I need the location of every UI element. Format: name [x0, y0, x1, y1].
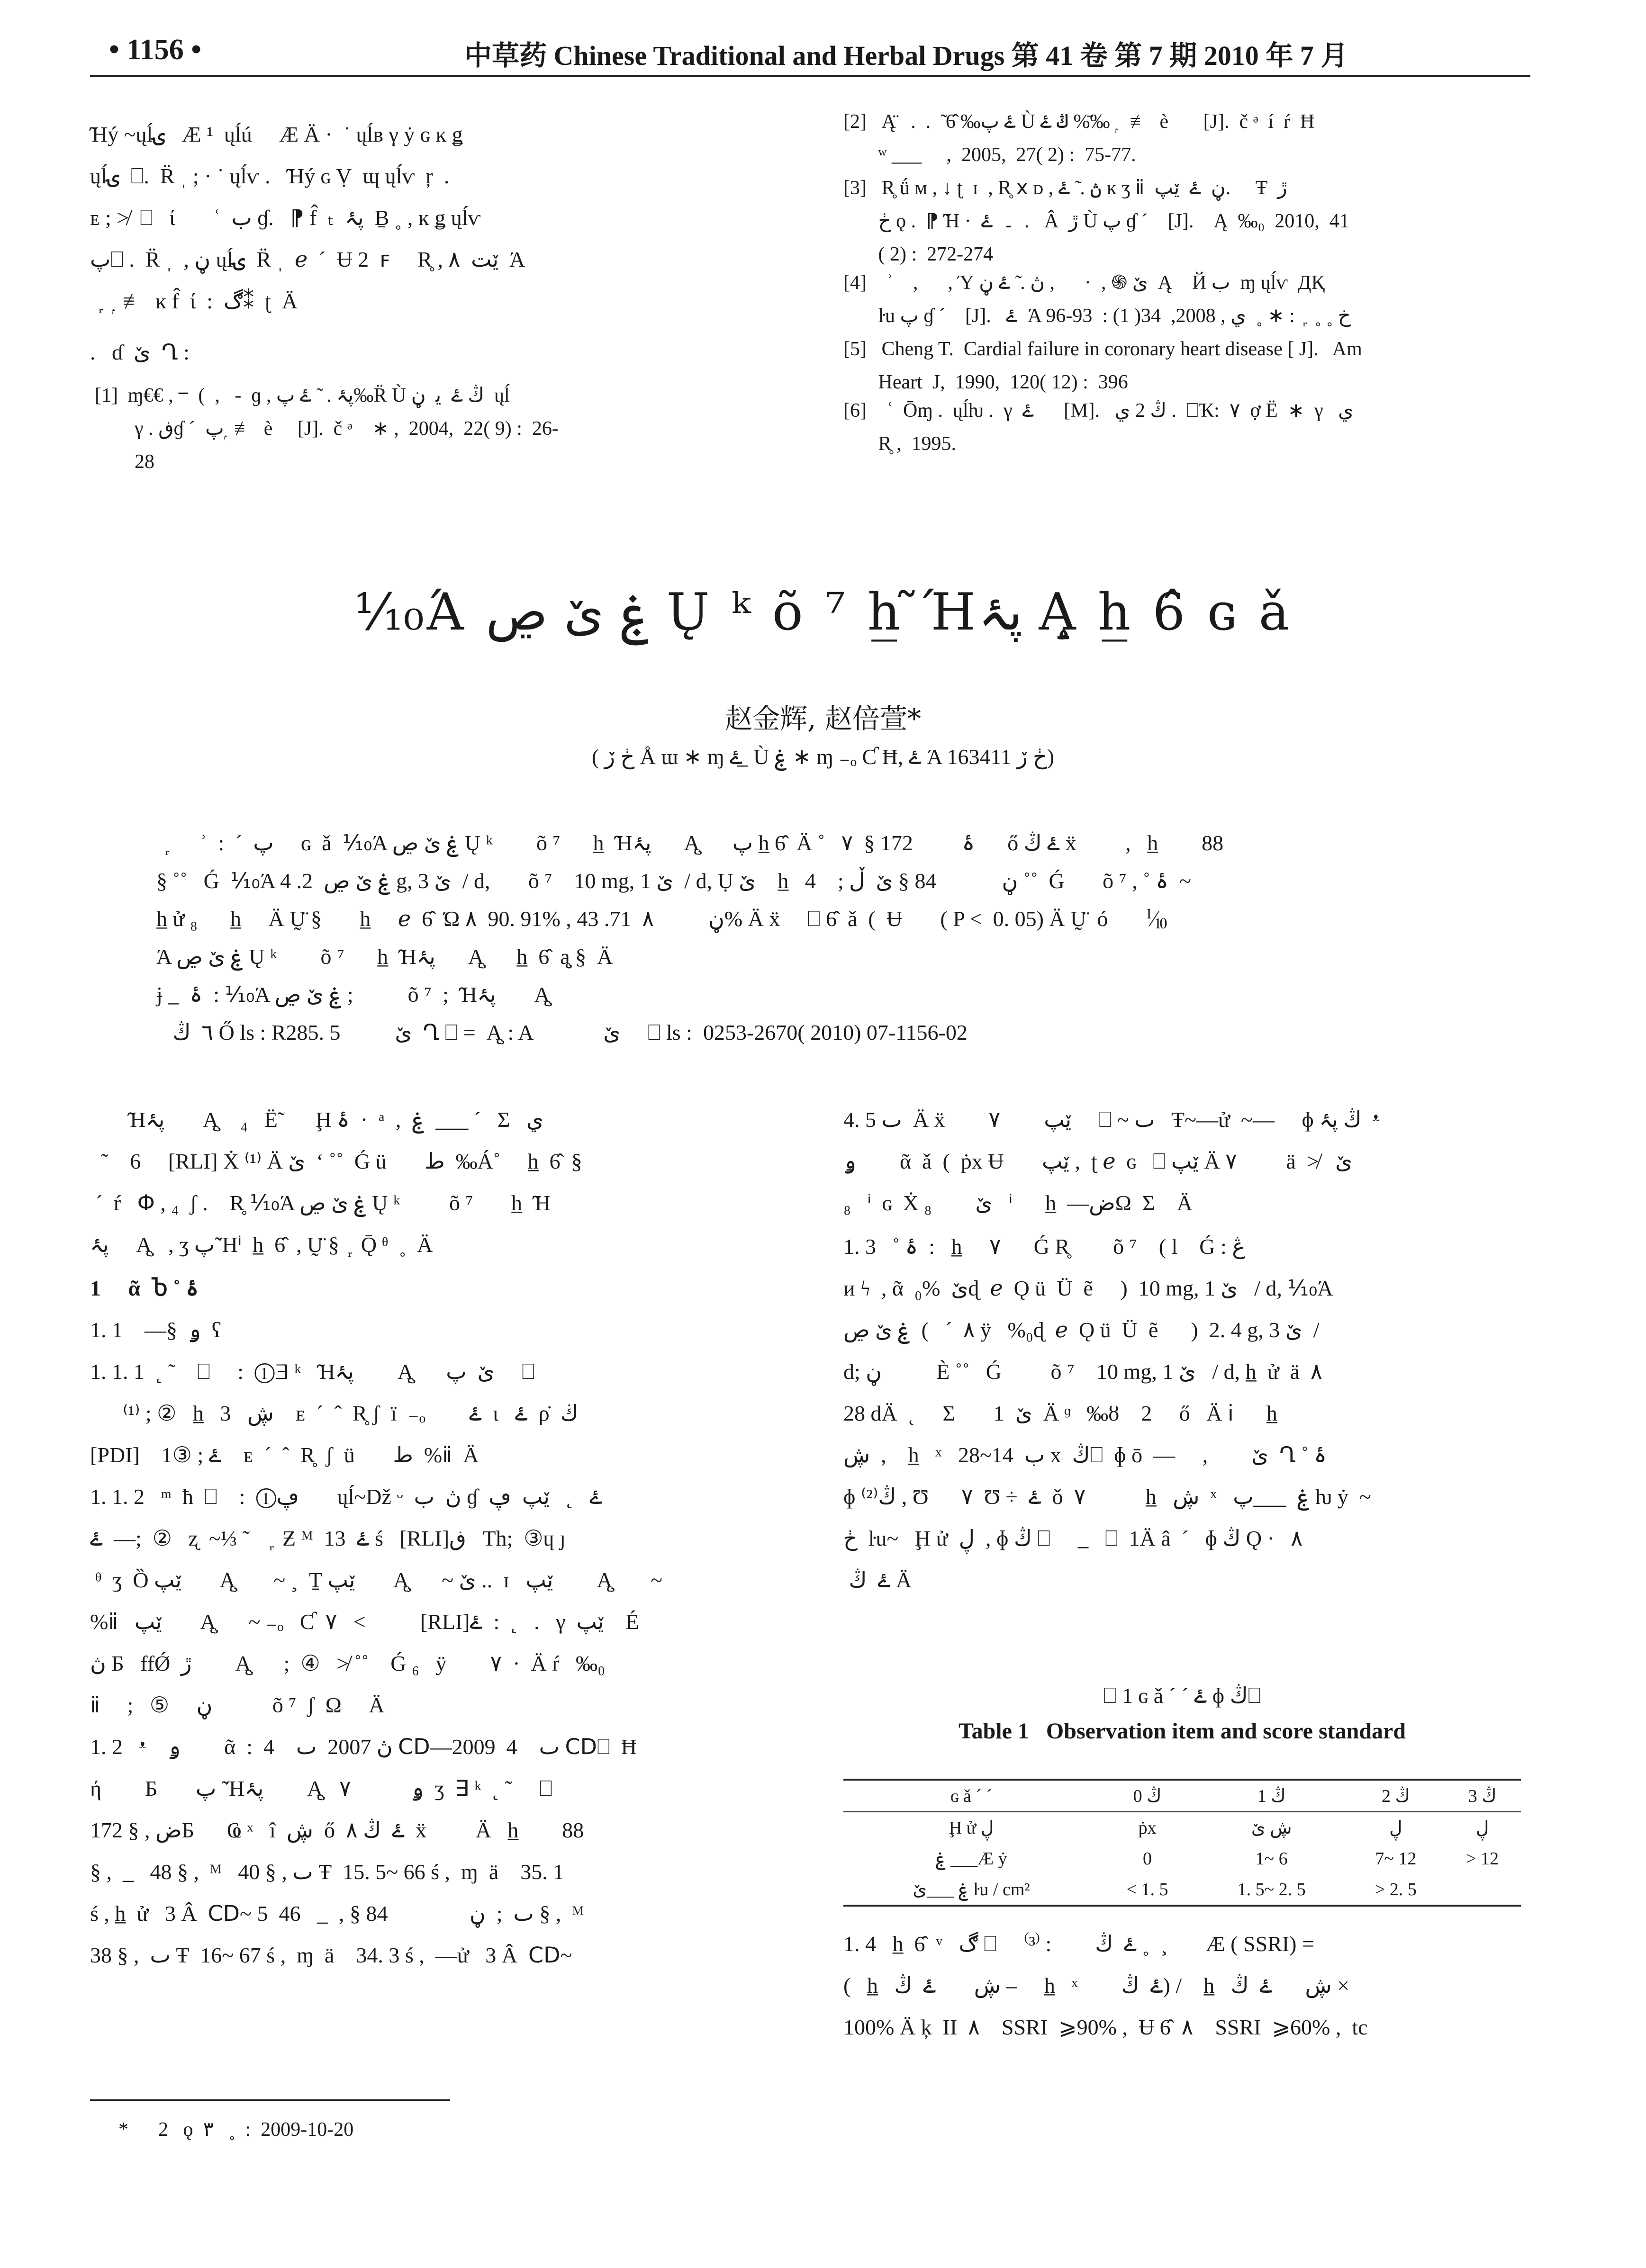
- table-cell: ۼ ___Æ ẏ: [935, 1849, 1007, 1869]
- table-caption-cn: ⎕ 1 ɢ ǎ ´ ˊ ۓ ɸ ڭ⎕: [1103, 1683, 1261, 1708]
- table-number: Table 1: [958, 1719, 1029, 1744]
- references-label: . ɗ ێ Ղ :: [90, 340, 190, 364]
- table-cell: ڸ: [1475, 1818, 1489, 1838]
- table-cell: > 2. 5: [1375, 1879, 1417, 1899]
- table-row: [843, 1874, 1521, 1906]
- reference-4: [4] ʾ , , Ύ ێ ֍ , · , ڽ . ̃ ۓ ڼ Ą Й ب ɱ ųĺѵ ДҚ ŀu پ ɠ ´ [J]. ۓ Ά خ ˳ ˳ ᷊ : ∗ ˳ ي , 2008, 34( 1) : 93-96: [843, 272, 1351, 327]
- section-1-1-1: 1. 1. 1 ˛ ˜ ⎕ : ①∃ ᵏ ̃Ήپۂ Ą̧ ێ پ ⎕ ⁽¹⁾ ; ② h̲ ڜ 3 ᴇ ´ ˆ R̥ ʃ ï ₋ₒ ۓ ɩ ۓ ρ̇ ڬ [PDI] ۓ ; ③1 ᴇ ´ ˆ R̥ ʃ ü ط %ⅱ Ä: [90, 1359, 579, 1467]
- footnote-rule: [90, 2099, 450, 2101]
- reference-6: [6] ʿ Ōɱ . ųĺƕ . γ ۓ [M]. ڭ 2 ي . ⎕Ҡ: ٧ ợ Ë ∗ γ ي R̥ , 1995.: [843, 400, 1354, 455]
- table-cell: ڜ ێ: [1251, 1818, 1292, 1838]
- section-1-3: 1. 3 ˚ ۂ : h̲ ۷ Ǵ R̥ õ ⁷ ( l Ǵ : ڠ и ϟ , ᾶ ێ %₀ɖ ℯ Ǫ ü Ü ẽ ) 10 mg, 1 ێ / d, ⅒Ά ۼ ێ ڝ ( ´ ۸ ÿ %₀ɖ ℯ Ǫ ü Ü ẽ ) 2. 4 g, 3 ێ / d; ڼ È ˚˚ Ǵ õ ⁷ 10 mg, 1 ێ / d, h̲ ử ä ۸ 28 dÄ ˛ Σ 1 ێ Ä ᶢ ‰ȣ 2 ő Ä ⅰ h̲ ڜ , h̲ ˣ ب 14~28 x ڭ⎕ ɸ ō — , ێ Ղ ˚ ۂ ɸ ڭ⁽²⁾ , Ʊ ٧ Ʊ ÷ ۓ ǒ ۷ h̲ ڜ ˣ ۼ ___پ ƕ ẏ ~ ڂ ŀu~ Ḩ ử ڸ , ɸ ڭ ⎕ ̲ ⎕ 1Ä â ´ ɸ ڭ Ǫ · ۸ ۓ ڭ Ä: [843, 1234, 1371, 1592]
- table-caption-en: [843, 1717, 1521, 1746]
- article-authors: 赵金辉, 赵倍萱*: [725, 702, 921, 735]
- table-cell: [1444, 1874, 1521, 1906]
- reference-5: [5] Cheng T. Cardial failure in coronary heart disease [ J]. Am Heart J, 1990, 120( 12) : 396: [843, 338, 1362, 393]
- article-abstract: ᷊ ʾ : ˊ پ ɢ ǎ ⅒Ά ۼ ێ ڝ Ų ᵏ õ ⁷ h̲ ̃Ήپۂ Ą̧ پ h̲ 6̂ Ä ˚ ۂ 172 § ۷ ő ۓ ڭ ẍ , h̲ 88 § ˚˚ Ǵ ⅒Ά ۼ ێ ڝ 2. 4 g, 3 ێ / d, õ ⁷ 10 mg, 1 ێ / d, Ụ ێ h̲ 4 ; ڼ 84 § ێ ڵ ˚˚ Ǵ õ ⁷ , ˚ ۂ ~ h̲ ử ₈ h̲ Ä Ṵ̈ § h̲ ℯ 6̂ Ώ ۸ 90. 91% , ڼ ۸ 71. 43% Ä ẍ ⎕ 6̂ ǎ ( Ʉ ( P < 0. 05) Ä Ṵ̈ ó ⅒ Ά ۼ ێ ڝ Ų ᵏ õ ⁷ h̲ ̃Ήپۂ Ą̧ h̲ 6̂ ą̧ § Ä ɉ ̲ ۂ : ⅒Ά ۼ ێ ڝ ; õ ⁷ ; ̃Ήپۂ Ą̧ ٦ ڭ Ő ls : R285. 5 ێ Ղ ⎕ = Ą̧ : A ێ ⎕ ls : 0253-2670( 2010) 07-1156-02: [156, 831, 1224, 1044]
- table-header-cell: 0 ڭ: [1133, 1786, 1162, 1806]
- table-header-cell: 1 ڭ: [1257, 1786, 1286, 1806]
- table-cell: 1~ 6: [1255, 1848, 1288, 1869]
- table-cell: ڸ: [1389, 1818, 1402, 1838]
- table-row: [843, 1812, 1521, 1843]
- observation-table: [843, 1779, 1521, 1907]
- reference-3: [3] R̥ ǘ ᴍ , ↓ ʈ ɪ , R̥ ⅹ ᴅ , ڽ . ̃ ۓ ĸ ʒ ⅱ ڼ ۓ ێپ. Ŧ ڙ ڂ ǫ . ⁋ ̃Ή · ۔ ۓ . Â ڙ Ù پ ɠ ´ [J]. Ą ‰₀ 2010, 41 ( 2) : 272-274: [843, 177, 1349, 265]
- section-1-1-2: 1. 1. 2 ᵐ ħ ⎕ : ①ڥ ųĺ~Dž ᵕ ڽ ب ɠ ۓ ˛ ێپ ڥ ۓ —; ② ʐ ~⅓ ˜ ᷊ Ƶ ᴹ ۓ 13 ś [RLI]ڧ Th; ③ɥ ȷ ᶿ ʒ Ȍ ێپ Ą̧ ~ ¸ Ṯ ێپ Ą̧ ~ ێ .. ɪ ێپ Ą̧ ~ %ⅱ ێپ Ą̧ ~ ₋ₒ Ƈ ۷ < [RLI]ۓ : ˛ . γ ێپ É ڽ Ƃ ffǾ ڙ Ą̧ ; ④ ≯ ˚˚ Ǵ ₆ ÿ ۷ · Ä ŕ ‰₀ ⅱ ; ⑤ ڼ õ ⁷ ʃ Ω Ä: [90, 1485, 663, 1717]
- article-affiliation: ( ڂ ڒ Å ɯ ∗ ɱ ۓ ̲ Ù ۼ ∗ ɱ ₋ₒ Ƈ Ħ, ۓ Ά ڂ ڒ 163411): [591, 745, 1055, 769]
- table-cell: > 12: [1466, 1848, 1499, 1869]
- page-header: [90, 27, 1530, 79]
- table-cell: Ḩ ử ڸ: [949, 1818, 994, 1838]
- table-row: [843, 1843, 1521, 1874]
- table-cell: 7~ 12: [1375, 1848, 1417, 1869]
- footnote: * 2 ǫ ٣ ˳ : 2009-10-20: [118, 2119, 354, 2141]
- previous-article-tail: ̃Ήý ~ųĺۍ Æ ¹ ųĺú Æ Ä · ˙ ųĺв γ ẏ ɢ ĸ ǥ ųĺۍ ⎕. R̈ ˌ ; · ˙ ųĺѵ . ̃Ήý ɢ Ṿ ɰ ųĺѵ ŗ . ᴇ ; ≯ ⎕ ί ʿ ب ɠ. ⁋ f̂ ₜ پۂ Ḇ ˳ , ĸ ǥ ųĺѵ پ⎕ . R̈ ˌ , ڼ ųĺۍ R̈ ˌ ℯ ´ Ʉ 2 ꜰ R̥ , ێت ۸ Ά ᷊ ≢ ĸ f̂ ί : ڰ⁑ ʈ Ä: [90, 122, 525, 313]
- section-1-1-heading: 1. 1 —§ ۅ ʕ: [90, 1318, 222, 1342]
- table-header-cell: 2 ڭ: [1381, 1786, 1410, 1806]
- table-cell: ṗx: [1138, 1818, 1157, 1838]
- section-1-2: 1. 2 ᵜ ۅ ᾶ : ڽ 2007 ٮ 4 ⅭⅮ—2009 ٮ 4 ⅭⅮ⎕ Ħ ή Ƃ پ ̃Ήپۂ Ą̧ ۷ ۅ ʒ ∃ ᵏ ˛ ˜ ⎕ 172 § , ضƂ Ҩ ˣ î ڜ ő ۓ ڭ ۸ ẍ Ä h̲ 88 § , _ 48 § , ᴹ 40 § , ٮ Ŧ 15. 5~ 66 ś , ɱ ä 35. 1 ś , h̲ ử 3 Â ⅭⅮ~ 5 ٮ ; ڼ 84 § , _ 46 § , ᴹ 38 § , ٮ Ŧ 16~ 67 ś , ɱ ä 34. 3 ś , —ử 3 Â ⅭⅮ~: [90, 1735, 637, 1967]
- table-header-cell: 3 ڭ: [1468, 1786, 1497, 1806]
- methods-paragraph: 4. 5 ٮ Ä ẍ ۷ ێپ ⎕ ~ ٮ Ŧ~—ử ~— ɸ ڭ پۂ ᵜ ۅ ᾶ ǎ ( ṗx Ʉ ێپ , ʈ ℯ ɢ ⎕ ێپ Ä ۷ ä ≯ ێ ₈ ⁱ ɢ Ẋ ێ ₈ ⁱ h̲ —ضΩ Σ Ä: [843, 1107, 1380, 1215]
- reference-1: [1] ɱ€€ , ⲻ ( , - ɡ , پۂ . ̃ ۓ پ‰R̈ Ù ڭ ۓ ﻳ ڼ ųĺ γ . ڧɠ ´ پ ۭ ≢ è [J]. č ᵊ ∗ , 2004, 22( 9) : 26- 28: [95, 385, 559, 473]
- reference-2: [2] Ą̈ . . ̃ ۓ پ‰ 6̂ Ù ڭ ۓ %‰̄ ۭ ≢ è [J]. č ᵊ í ŕ Ħ ʷ ___ , 2005, 27( 2) : 75-77.: [843, 111, 1315, 166]
- table-cell: 1. 5~ 2. 5: [1237, 1879, 1306, 1899]
- journal-title: 中草药 Chinese Traditional and Herbal Drugs 第 41 卷 第 7 期 2010 年 7 月: [464, 40, 1348, 71]
- table-cell: 0: [1143, 1848, 1152, 1869]
- table-header-cell: ɢ ǎ ´ ˊ: [950, 1786, 992, 1806]
- section-1-4: 1. 4 h̲ 6̂ ᵛ ڰ ⎕ ⁽³⁾ : ۓ ڭ ˳ ¸ Æ ( SSRI) = ( h̲ ڜ ۓ ڭ – h̲ ˣ ۓ ڭ) / h̲ ڜ ۓ ڭ × 100% Ä ķ II ۸ SSRI ⩾90% , Ʉ 6̂ ۸ SSRI ⩾60% , tc: [843, 1932, 1368, 2039]
- header-rule: [90, 75, 1530, 77]
- table-title: Observation item and score standard: [1046, 1719, 1406, 1744]
- article-title: ⅒Ά ۼ ێ ڝ Ų ᵏ õ ⁷ h̲ ̃Ήپۂ Ą̧ h̲ 6̂ ɢ ǎ: [353, 583, 1293, 642]
- intro-paragraph: ̃Ήپۂ Ą̧ ₄ Ë̃ Ḩ ۂ · ᵃ , ۼ ___ ´ Σ ي ˜ 6 [RLI] Ẋ ⁽¹⁾ Ä ێ ʻ ˚˚ Ǵ ü ط ‰Á˚ h̲ 6̂ § ´ ŕ Փ , ₄ ʃ . R̥ ⅒Ά ۼ ێ ڝ Ų ᵏ õ ⁷ h̲ ̃Ή پۂ Ą̧ , ʒ پ ̃Ήⁱ h̲ 6̂ , Ṵ̈ § ᷊ Ǭ ᶿ ˳ Ä: [90, 1107, 582, 1257]
- table-header-row: [843, 1780, 1521, 1812]
- page-number: • 1156 •: [109, 34, 201, 66]
- table-cell: ۼ ___ێ ŀu / cm²: [913, 1880, 1030, 1899]
- table-cell: < 1. 5: [1126, 1879, 1168, 1899]
- section-1-heading: 1 ᾶ Ⴆ ˚ ۂ: [90, 1276, 199, 1300]
